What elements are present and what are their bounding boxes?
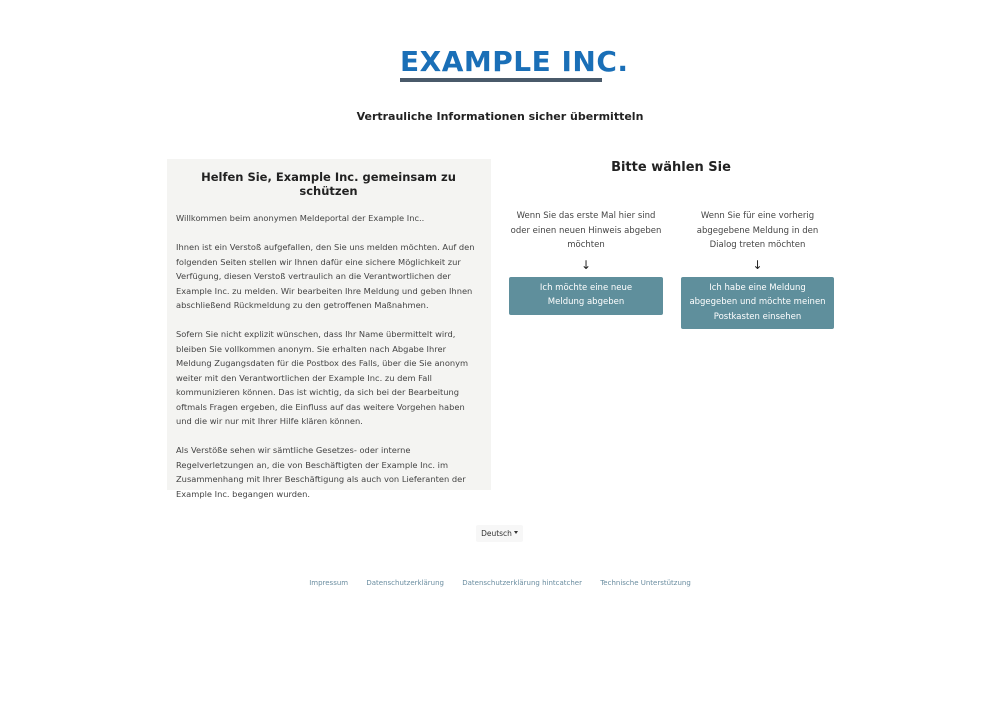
option-new-report: [509, 209, 663, 315]
caret-down-icon: [514, 531, 518, 534]
open-mailbox-button[interactable]: Ich habe eine Meldung abgegeben und möchte meinen Postkasten einsehen: [681, 277, 834, 330]
footer-link-technical-support[interactable]: Technische Unterstützung: [600, 579, 691, 587]
option-existing-report-description: Wenn Sie für eine vorherig abgegebene Meldung in den Dialog treten möchten: [696, 211, 819, 250]
info-panel: [167, 159, 491, 499]
company-logo: [400, 45, 629, 82]
info-title: Helfen Sie, Example Inc. gemeinsam zu schützen: [201, 170, 456, 198]
info-paragraph-welcome: Willkommen beim anonymen Meldeportal der Example Inc..: [176, 213, 425, 223]
footer-links: [0, 579, 1000, 587]
arrow-down-icon: ↓: [580, 257, 592, 272]
language-selector[interactable]: [476, 525, 523, 542]
option-new-report-description: Wenn Sie das erste Mal hier sind oder einen neuen Hinweis abgeben möchten: [510, 211, 662, 250]
footer-link-privacy[interactable]: Datenschutzerklärung: [366, 579, 444, 587]
language-selected: Deutsch: [481, 529, 512, 538]
info-paragraph-violations: Als Verstöße sehen wir sämtliche Gesetzes- oder interne Regelverletzungen an, die von Beschäftigten der Example Inc. im Zusammenhang mit Ihrer Beschäftigung als auch von Lieferanten der Example Inc. begangen wurden.: [176, 445, 466, 499]
option-existing-report: [681, 209, 834, 329]
logo-text: EXAMPLE INC.: [400, 45, 629, 78]
choose-title: Bitte wählen Sie: [611, 160, 731, 175]
new-report-button[interactable]: Ich möchte eine neue Meldung abgeben: [509, 277, 663, 315]
page-subtitle: Vertrauliche Informationen sicher übermitteln: [356, 110, 644, 123]
info-paragraph-intro: Ihnen ist ein Verstoß aufgefallen, den Sie uns melden möchten. Auf den folgenden Seiten stellen wir Ihnen dafür eine sichere Möglichkeit zur Verfügung, diesen Verstoß vertraulich an die Verantwortlichen der Example Inc. zu melden. Wir bearbeiten Ihre Meldung und geben Ihnen abschließend Rückmeldung zu den getroffenen Maßnahmen.: [176, 242, 475, 310]
footer-link-privacy-hintcatcher[interactable]: Datenschutzerklärung hintcatcher: [462, 579, 582, 587]
arrow-down-icon: ↓: [752, 257, 763, 272]
footer-link-impressum[interactable]: Impressum: [309, 579, 349, 587]
info-paragraph-anonymity: Sofern Sie nicht explizit wünschen, dass Ihr Name übermittelt wird, bleiben Sie vollkommen anonym. Sie erhalten nach Abgabe Ihrer Meldung Zugangsdaten für die Postbox des Falls, über die Sie anonym weiter mit den Verantwortlichen der Example Inc. zu dem Fall kommunizieren können. Das ist wichtig, da sich bei der Bearbeitung oftmals Fragen ergeben, die Einfluss auf das weitere Vorgehen haben und die wir nur mit Ihrer Hilfe klären können.: [176, 329, 469, 426]
logo-underline: [400, 78, 602, 82]
